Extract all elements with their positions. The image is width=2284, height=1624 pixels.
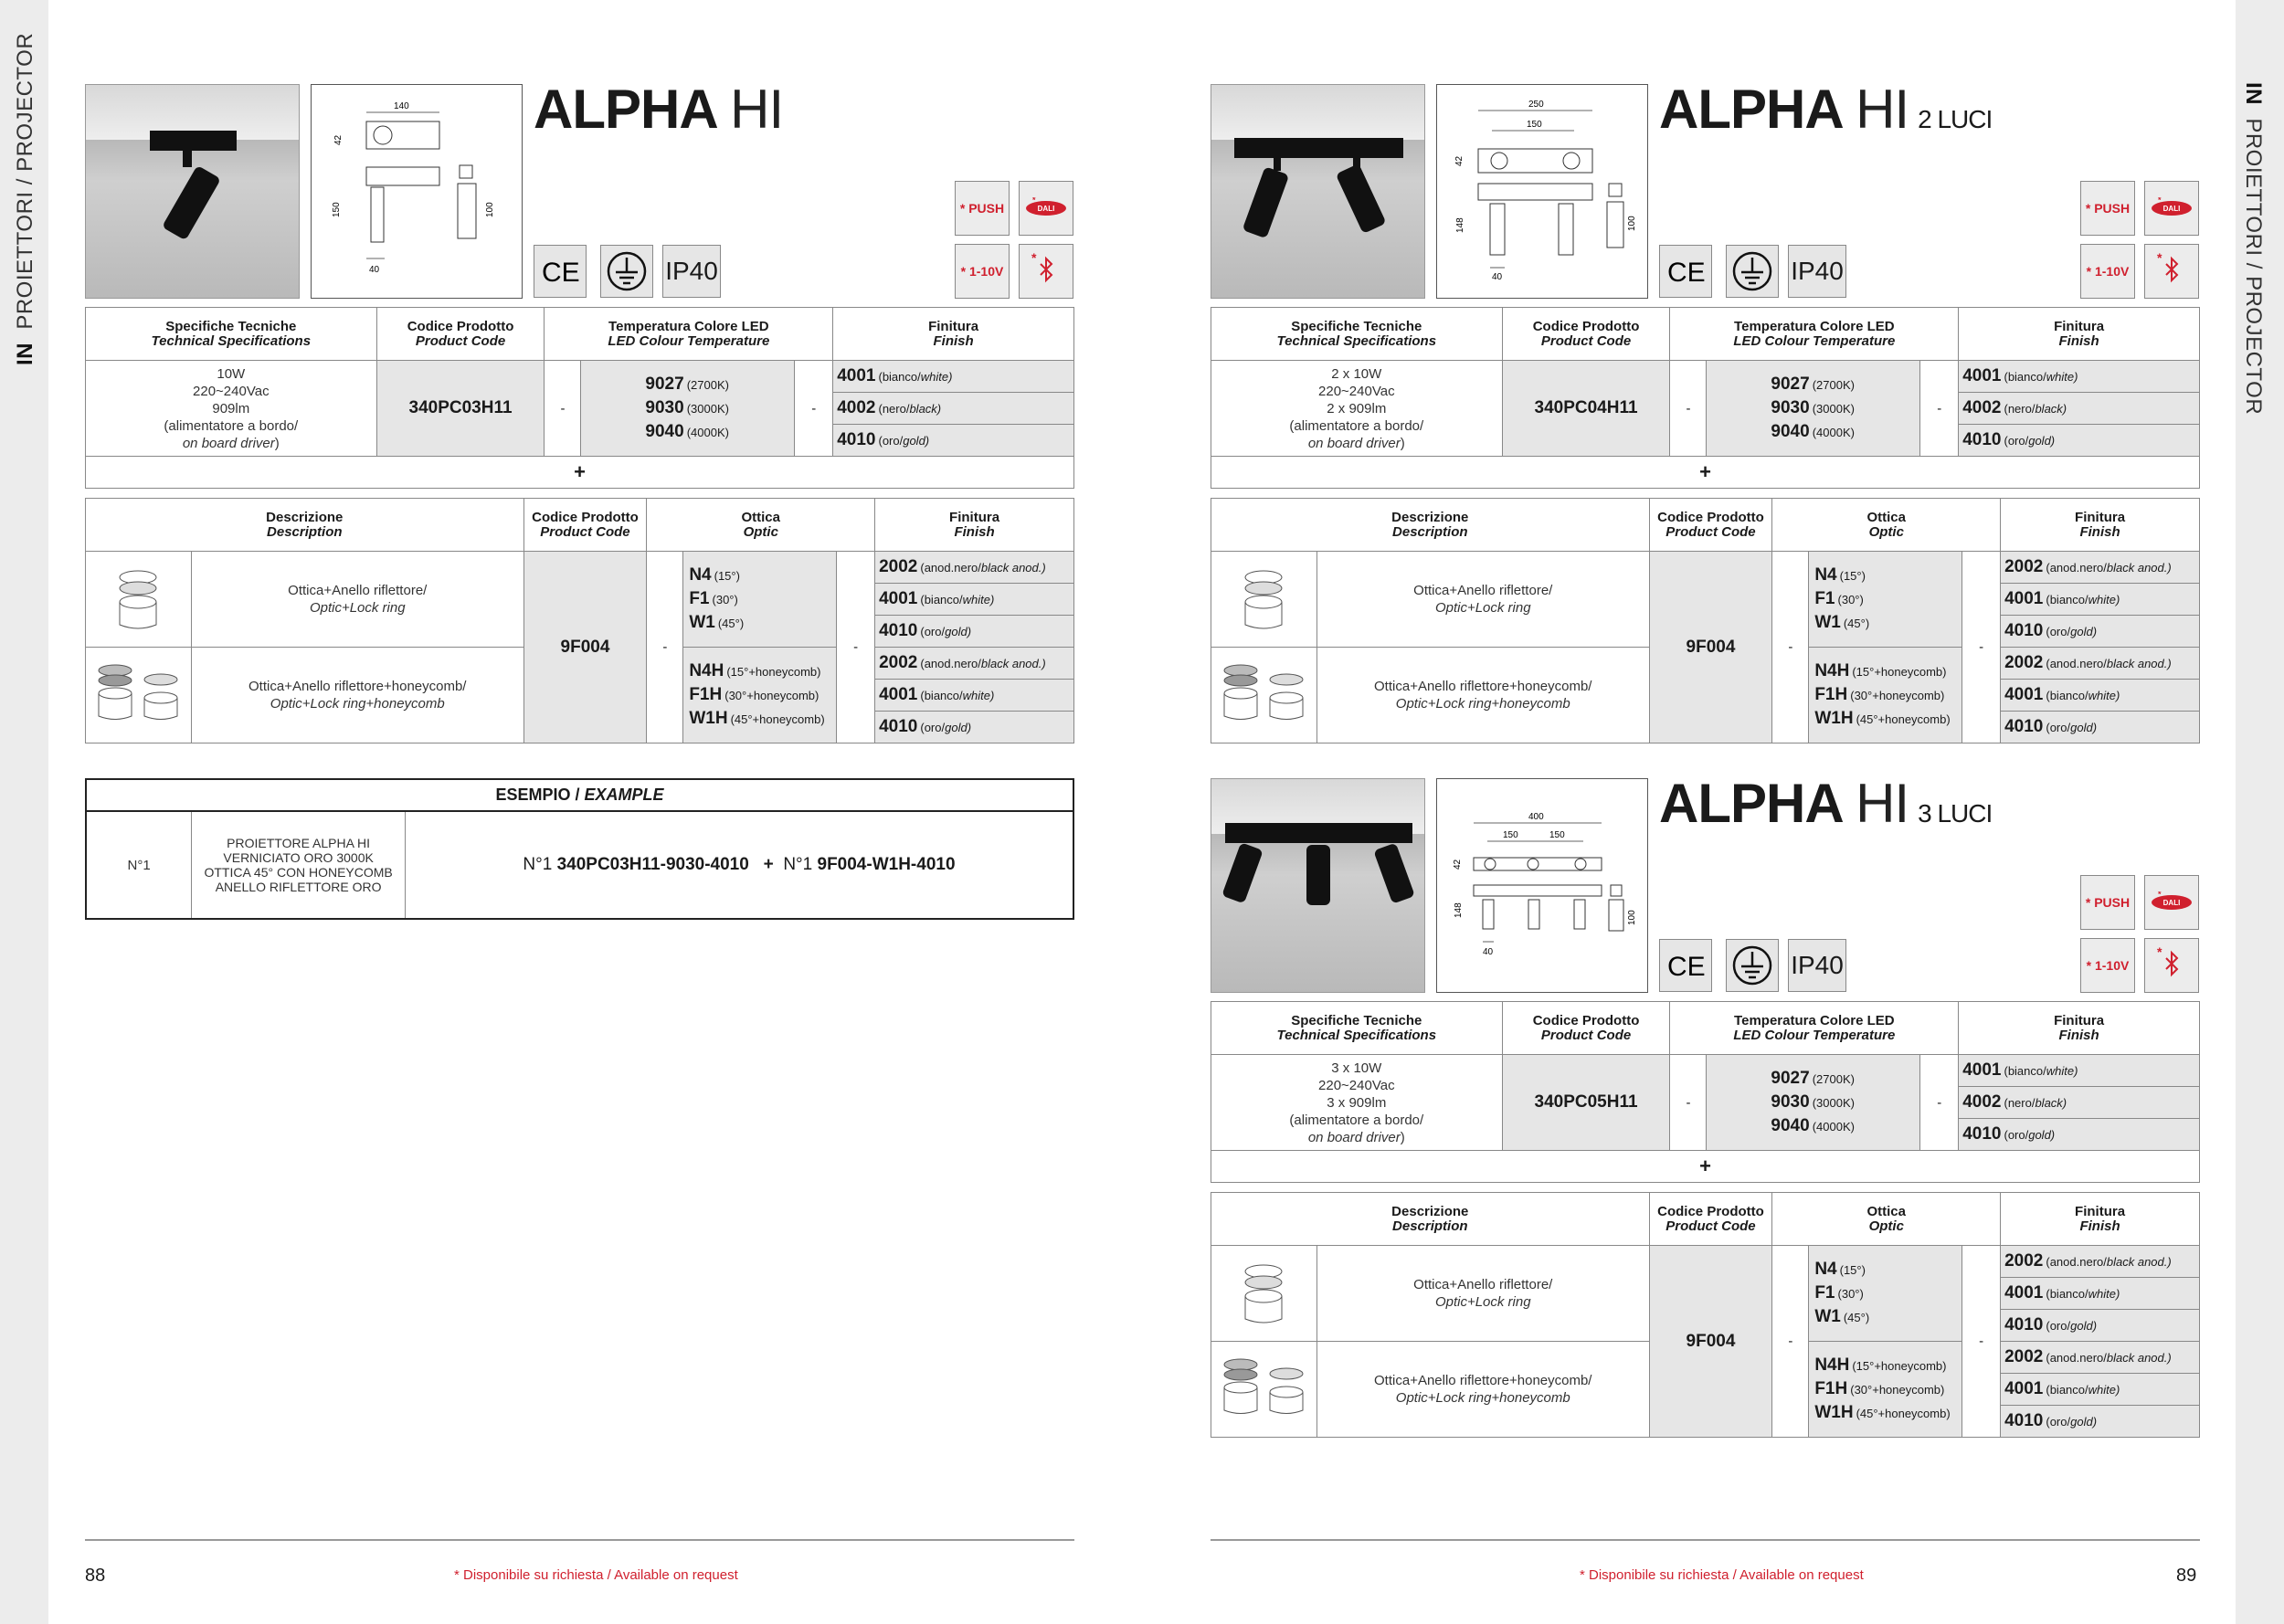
example-qty: N°1	[86, 811, 192, 919]
example-desc: PROIETTORE ALPHA HI VERNICIATO ORO 3000K OTTICA 45° CON HONEYCOMB ANELLO RIFLETTORE ORO	[192, 811, 406, 919]
dim-width-3: 400	[1528, 812, 1544, 822]
finish-row: 4001 (bianco/white)	[875, 680, 1074, 712]
finish-row: 4001 (bianco/white)	[1959, 361, 2200, 393]
push-badge: * PUSH	[955, 181, 1010, 236]
footer-divider-right	[1211, 1539, 2200, 1541]
header-temp: Temperatura Colore LED LED Colour Temperature	[545, 308, 833, 361]
dim-h3-1: 100	[485, 202, 495, 217]
dim-w3-3: 150	[1549, 830, 1565, 840]
header-code: Codice Prodotto Product Code	[1502, 308, 1670, 361]
availability-note-left: * Disponibile su richiesta / Available on request	[454, 1567, 738, 1583]
dim-width-1: 140	[394, 101, 409, 111]
finish-row: 4010 (oro/gold)	[1959, 425, 2200, 457]
accessory-desc-1: Ottica+Anello riflettore/ Optic+Lock ring	[191, 552, 523, 648]
product-code-3: 340PC05H11	[1502, 1055, 1670, 1151]
finish-row: 4001 (bianco/white)	[833, 361, 1074, 393]
spec-description-3: 3 x 10W 220~240Vac 3 x 909lm (alimentatore a bordo/ on board driver)	[1211, 1055, 1503, 1151]
accessory-desc-2: Ottica+Anello riflettore+honeycomb/ Optic+Lock ring+honeycomb	[191, 648, 523, 743]
accessory-desc-1: Ottica+Anello riflettore/ Optic+Lock ring	[1316, 1246, 1649, 1342]
header-code: Codice Prodotto Product Code	[1649, 499, 1772, 552]
dim-h3-2: 100	[1627, 216, 1637, 231]
product-photo-3	[1211, 778, 1425, 993]
accessory-table-1	[85, 498, 1074, 743]
finish-row: 4010 (oro/gold)	[2001, 712, 2200, 743]
header-optic: Ottica Optic	[647, 499, 875, 552]
header-finish: Finitura Finish	[1959, 308, 2200, 361]
dali-label: DALI	[2162, 205, 2181, 213]
example-order: N°1 340PC03H11-9030-4010 + N°1 9F004-W1H-4010	[405, 811, 1073, 919]
finish-row: 4010 (oro/gold)	[875, 712, 1074, 743]
dali-badge	[1019, 181, 1073, 236]
spec-table-2	[1211, 307, 2200, 489]
header-spec: Specifiche Tecniche Technical Specifications	[1211, 1002, 1503, 1055]
ground-icon	[1726, 245, 1779, 298]
svg-text:*: *	[2158, 197, 2162, 205]
finish-row: 2002 (anod.nero/black anod.)	[2001, 648, 2200, 680]
dash: -	[1772, 1246, 1809, 1438]
finish-row: 4002 (nero/black)	[833, 393, 1074, 425]
temperature-list: 9027 (2700K) 9030 (3000K) 9040 (4000K)	[581, 361, 795, 457]
finish-row: 4001 (bianco/white)	[2001, 680, 2200, 712]
temperature-list: 9027 (2700K) 9030 (3000K) 9040 (4000K)	[1707, 361, 1920, 457]
spec-table-1	[85, 307, 1074, 489]
svg-text:*: *	[2157, 253, 2162, 265]
dash: -	[795, 361, 833, 457]
example-title: ESEMPIO / EXAMPLE	[86, 779, 1073, 811]
header-finish: Finitura Finish	[1959, 1002, 2200, 1055]
finish-row: 4010 (oro/gold)	[2001, 616, 2200, 648]
dimming-badge: * 1-10V	[2080, 244, 2135, 299]
dimming-badge: * 1-10V	[955, 244, 1010, 299]
finish-row: 4001 (bianco/white)	[2001, 1278, 2200, 1310]
finish-row: 2002 (anod.nero/black anod.)	[875, 648, 1074, 680]
header-temp: Temperatura Colore LED LED Colour Temperature	[1670, 308, 1959, 361]
honeycomb-image	[1211, 1342, 1317, 1438]
dim-h2-3: 148	[1454, 902, 1464, 918]
header-spec: Specifiche Tecniche Technical Specifications	[86, 308, 377, 361]
push-badge: * PUSH	[2080, 875, 2135, 930]
optics-list-2: N4H (15°+honeycomb) F1H (30°+honeycomb) W1H (45°+honeycomb)	[1809, 648, 1962, 743]
accessory-table-3	[1211, 1192, 2200, 1438]
finish-row: 4001 (bianco/white)	[2001, 584, 2200, 616]
ip-rating-badge: IP40	[662, 245, 721, 298]
finish-row: 2002 (anod.nero/black anod.)	[875, 552, 1074, 584]
header-desc: Descrizione Description	[1211, 1193, 1650, 1246]
page-number-right: 89	[2176, 1566, 2197, 1586]
accessory-desc-2: Ottica+Anello riflettore+honeycomb/ Optic+Lock ring+honeycomb	[1316, 648, 1649, 743]
ce-mark-icon	[1659, 245, 1712, 298]
ce-mark-icon	[1659, 939, 1712, 992]
dali-badge	[2144, 181, 2199, 236]
product-title-3: ALPHA HI 3 LUCI	[1659, 773, 1993, 834]
dash: -	[1670, 1055, 1707, 1151]
header-code: Codice Prodotto Product Code	[523, 499, 647, 552]
dim-d-1: 40	[369, 265, 380, 275]
optics-list-2: N4H (15°+honeycomb) F1H (30°+honeycomb) W1H (45°+honeycomb)	[1809, 1342, 1962, 1438]
dim-h1-1: 42	[333, 134, 344, 145]
ip-rating-badge: IP40	[1788, 939, 1846, 992]
right-section-label: IN PROIETTORI / PROJECTOR	[2241, 82, 2266, 416]
spec-table-3	[1211, 1001, 2200, 1183]
header-desc: Descrizione Description	[86, 499, 524, 552]
optics-list-2: N4H (15°+honeycomb) F1H (30°+honeycomb) W1H (45°+honeycomb)	[683, 648, 837, 743]
product-title-2: ALPHA HI 2 LUCI	[1659, 79, 1993, 140]
header-code: Codice Prodotto Product Code	[376, 308, 545, 361]
bluetooth-icon	[2144, 244, 2199, 299]
accessory-desc-1: Ottica+Anello riflettore/ Optic+Lock ring	[1316, 552, 1649, 648]
optic-ring-image	[1211, 1246, 1317, 1342]
header-code: Codice Prodotto Product Code	[1502, 1002, 1670, 1055]
dim-h3-3: 100	[1627, 910, 1637, 925]
svg-text:*: *	[2157, 947, 2162, 959]
optics-list-1: N4 (15°) F1 (30°) W1 (45°)	[683, 552, 837, 648]
dim-d-3: 40	[1483, 947, 1494, 957]
dali-label: DALI	[2162, 899, 2181, 907]
svg-text:CE: CE	[542, 258, 580, 287]
accessory-desc-2: Ottica+Anello riflettore+honeycomb/ Optic+Lock ring+honeycomb	[1316, 1342, 1649, 1438]
dash: -	[837, 552, 875, 743]
finish-row: 4001 (bianco/white)	[2001, 1374, 2200, 1406]
dim-h2-2: 148	[1455, 217, 1465, 233]
ce-mark-icon	[534, 245, 587, 298]
dim-h2-1: 150	[332, 202, 342, 217]
svg-text:*: *	[1031, 253, 1037, 265]
optic-ring-image	[86, 552, 192, 648]
dim-w2-3: 150	[1503, 830, 1518, 840]
push-badge: * PUSH	[2080, 181, 2135, 236]
product-photo-2	[1211, 84, 1425, 299]
dali-badge	[2144, 875, 2199, 930]
optic-ring-image	[1211, 552, 1317, 648]
header-optic: Ottica Optic	[1772, 1193, 2001, 1246]
technical-drawing-1	[311, 84, 523, 299]
bluetooth-icon	[2144, 938, 2199, 993]
product-code-1: 340PC03H11	[376, 361, 545, 457]
dim-h1-2: 42	[1454, 155, 1465, 166]
svg-text:CE: CE	[1667, 952, 1706, 981]
svg-text:*: *	[2158, 891, 2162, 899]
footer-divider-left	[85, 1539, 1074, 1541]
plus-separator: +	[1211, 457, 2200, 489]
header-finish: Finitura Finish	[875, 499, 1074, 552]
spec-description-2: 2 x 10W 220~240Vac 2 x 909lm (alimentatore a bordo/ on board driver)	[1211, 361, 1503, 457]
page-number-left: 88	[85, 1566, 106, 1586]
dim-d-2: 40	[1492, 272, 1503, 282]
dash: -	[1962, 1246, 2001, 1438]
accessory-table-2	[1211, 498, 2200, 743]
finish-row: 4002 (nero/black)	[1959, 393, 2200, 425]
header-desc: Descrizione Description	[1211, 499, 1650, 552]
dash: -	[1772, 552, 1809, 743]
accessory-code: 9F004	[523, 552, 647, 743]
dash: -	[647, 552, 683, 743]
finish-row: 4010 (oro/gold)	[833, 425, 1074, 457]
product-photo-1	[85, 84, 300, 299]
finish-row: 4010 (oro/gold)	[875, 616, 1074, 648]
header-finish: Finitura Finish	[2001, 1193, 2200, 1246]
finish-row: 2002 (anod.nero/black anod.)	[2001, 552, 2200, 584]
plus-separator: +	[86, 457, 1074, 489]
ground-icon	[1726, 939, 1779, 992]
bluetooth-icon	[1019, 244, 1073, 299]
finish-row: 4010 (oro/gold)	[2001, 1406, 2200, 1438]
optics-list-1: N4 (15°) F1 (30°) W1 (45°)	[1809, 552, 1962, 648]
finish-row: 4010 (oro/gold)	[1959, 1119, 2200, 1151]
technical-drawing-3	[1436, 778, 1648, 993]
dim-w2-2: 150	[1527, 120, 1542, 130]
example-box	[85, 778, 1074, 920]
dali-label: DALI	[1037, 205, 1055, 213]
dash: -	[1962, 552, 2001, 743]
svg-text:CE: CE	[1667, 258, 1706, 287]
spec-description-1: 10W 220~240Vac 909lm (alimentatore a bordo/ on board driver)	[86, 361, 377, 457]
dim-width-2: 250	[1528, 100, 1544, 110]
plus-separator: +	[1211, 1151, 2200, 1183]
accessory-code: 9F004	[1649, 552, 1772, 743]
header-spec: Specifiche Tecniche Technical Specifications	[1211, 308, 1503, 361]
temperature-list: 9027 (2700K) 9030 (3000K) 9040 (4000K)	[1707, 1055, 1920, 1151]
header-finish: Finitura Finish	[833, 308, 1074, 361]
dash: -	[1670, 361, 1707, 457]
honeycomb-image	[1211, 648, 1317, 743]
product-title-1: ALPHA HI	[534, 79, 784, 140]
accessory-code: 9F004	[1649, 1246, 1772, 1438]
product-code-2: 340PC04H11	[1502, 361, 1670, 457]
header-code: Codice Prodotto Product Code	[1649, 1193, 1772, 1246]
dim-h1-3: 42	[1453, 859, 1463, 870]
finish-row: 4010 (oro/gold)	[2001, 1310, 2200, 1342]
left-section-label: IN PROIETTORI / PROJECTOR	[13, 32, 37, 365]
dash: -	[545, 361, 581, 457]
finish-row: 2002 (anod.nero/black anod.)	[2001, 1246, 2200, 1278]
finish-row: 2002 (anod.nero/black anod.)	[2001, 1342, 2200, 1374]
ground-icon	[600, 245, 653, 298]
finish-row: 4001 (bianco/white)	[875, 584, 1074, 616]
technical-drawing-2	[1436, 84, 1648, 299]
header-finish: Finitura Finish	[2001, 499, 2200, 552]
svg-text:*: *	[1032, 197, 1036, 205]
dash: -	[1920, 1055, 1959, 1151]
finish-row: 4001 (bianco/white)	[1959, 1055, 2200, 1087]
header-temp: Temperatura Colore LED LED Colour Temperature	[1670, 1002, 1959, 1055]
finish-row: 4002 (nero/black)	[1959, 1087, 2200, 1119]
optics-list-1: N4 (15°) F1 (30°) W1 (45°)	[1809, 1246, 1962, 1342]
dash: -	[1920, 361, 1959, 457]
honeycomb-image	[86, 648, 192, 743]
dimming-badge: * 1-10V	[2080, 938, 2135, 993]
availability-note-right: * Disponibile su richiesta / Available on request	[1580, 1567, 1864, 1583]
ip-rating-badge: IP40	[1788, 245, 1846, 298]
header-optic: Ottica Optic	[1772, 499, 2001, 552]
